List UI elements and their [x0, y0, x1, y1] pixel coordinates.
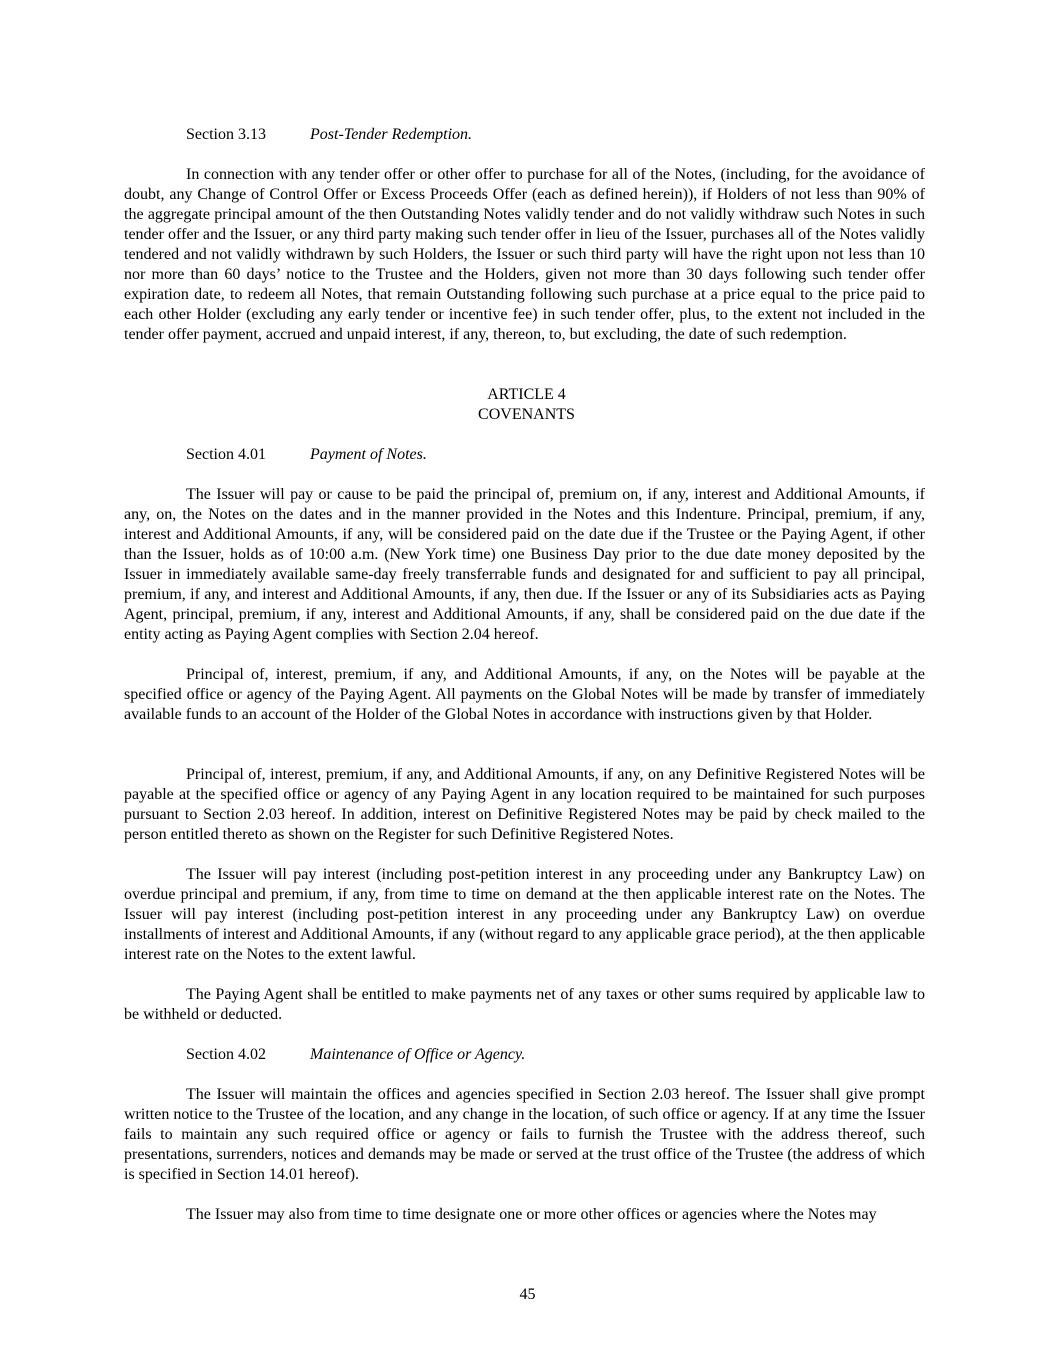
paragraph-text: The Issuer will maintain the offices and agencies specified in Section 2.03 hereof. The Issuer shall give prompt written notice to the Trustee of the location, and any change in the location, of such office or agency. If at any time the Issuer fails to maintain any such required office or agency or fails to furnish the Trustee with the address thereof, such presentations, surrenders, notices and demands may be made or served at the trust office of the Trustee (the address of which is specified in Section 14.01 hereof).	[124, 1086, 925, 1183]
paragraph-text: Principal of, interest, premium, if any, and Additional Amounts, if any, on any Definitive Registered Notes will be payable at the specified office or agency of any Paying Agent in any location required to be maintained for such purposes pursuant to Section 2.03 hereof. In addition, interest on Definitive Registered Notes may be paid by check mailed to the person entitled thereto as shown on the Register for such Definitive Registered Notes.	[124, 766, 925, 843]
paragraph-designate-offices	[124, 1205, 925, 1225]
section-title: Maintenance of Office or Agency.	[310, 1046, 526, 1063]
paragraph-post-tender-redemption	[124, 165, 925, 345]
paragraph-definitive-notes	[124, 765, 925, 845]
paragraph-overdue-interest	[124, 865, 925, 965]
paragraph-text: The Paying Agent shall be entitled to make payments net of any taxes or other sums required by applicable law to be withheld or deducted.	[124, 986, 925, 1023]
section-number: Section 4.02	[186, 1046, 266, 1063]
paragraph-text: The Issuer will pay interest (including post-petition interest in any proceeding under any Bankruptcy Law) on overdue principal and premium, if any, from time to time on demand at the then applicable interest rate on the Notes. The Issuer will pay interest (including post-petition interest in any proceeding under any Bankruptcy Law) on overdue installments of interest and Additional Amounts, if any (without regard to any applicable grace period), at the then applicable interest rate on the Notes to the extent lawful.	[124, 866, 925, 963]
article-title: COVENANTS	[478, 406, 575, 423]
section-title: Post-Tender Redemption.	[310, 126, 473, 143]
paragraph-text: Principal of, interest, premium, if any, and Additional Amounts, if any, on the Notes will be payable at the specified office or agency of the Paying Agent. All payments on the Global Notes will be made by transfer of immediately available funds to an account of the Holder of the Global Notes in accordance with instructions given by that Holder.	[124, 666, 925, 723]
section-number: Section 4.01	[186, 446, 266, 463]
section-3-13-heading	[186, 125, 472, 145]
section-4-02-heading	[186, 1045, 525, 1065]
section-number: Section 3.13	[186, 126, 266, 143]
paragraph-payment-of-notes	[124, 485, 925, 645]
article-heading: ARTICLE 4	[487, 386, 566, 403]
paragraph-withholding	[124, 985, 925, 1025]
page-number: 45	[519, 1286, 536, 1303]
paragraph-text: In connection with any tender offer or other offer to purchase for all of the Notes, (including, for the avoidance of doubt, any Change of Control Offer or Excess Proceeds Offer (each as defined herein)), if Holders of not less than 90% of the aggregate principal amount of the then Outstanding Notes validly tender and do not validly withdraw such Notes in such tender offer and the Issuer, or any third party making such tender offer in lieu of the Issuer, purchases all of the Notes validly tendered and not validly withdrawn by such Holders, the Issuer or such third party will have the right upon not less than 10 nor more than 60 days’ notice to the Trustee and the Holders, given not more than 30 days following such tender offer expiration date, to redeem all Notes, that remain Outstanding following such purchase at a price equal to the price paid to each other Holder (excluding any early tender or incentive fee) in such tender offer, plus, to the extent not included in the tender offer payment, accrued and unpaid interest, if any, thereon, to, but excluding, the date of such redemption.	[124, 166, 925, 343]
paragraph-payable-paying-agent	[124, 665, 925, 725]
section-4-01-heading	[186, 445, 427, 465]
paragraph-text: The Issuer will pay or cause to be paid the principal of, premium on, if any, interest and Additional Amounts, if any, on, the Notes on the dates and in the manner provided in the Notes and this Indenture. Principal, premium, if any, interest and Additional Amounts, if any, will be considered paid on the date due if the Trustee or the Paying Agent, if other than the Issuer, holds as of 10:00 a.m. (New York time) one Business Day prior to the due date money deposited by the Issuer in immediately available same-day freely transferrable funds and designated for and sufficient to pay all principal, premium, if any, and interest and Additional Amounts, if any, then due. If the Issuer or any of its Subsidiaries acts as Paying Agent, principal, premium, if any, interest and Additional Amounts, if any, shall be considered paid on the due date if the entity acting as Paying Agent complies with Section 2.04 hereof.	[124, 486, 925, 643]
section-title: Payment of Notes.	[310, 446, 427, 463]
paragraph-text: The Issuer may also from time to time designate one or more other offices or agencies where the Notes may	[186, 1206, 877, 1223]
paragraph-maintain-offices	[124, 1085, 925, 1185]
